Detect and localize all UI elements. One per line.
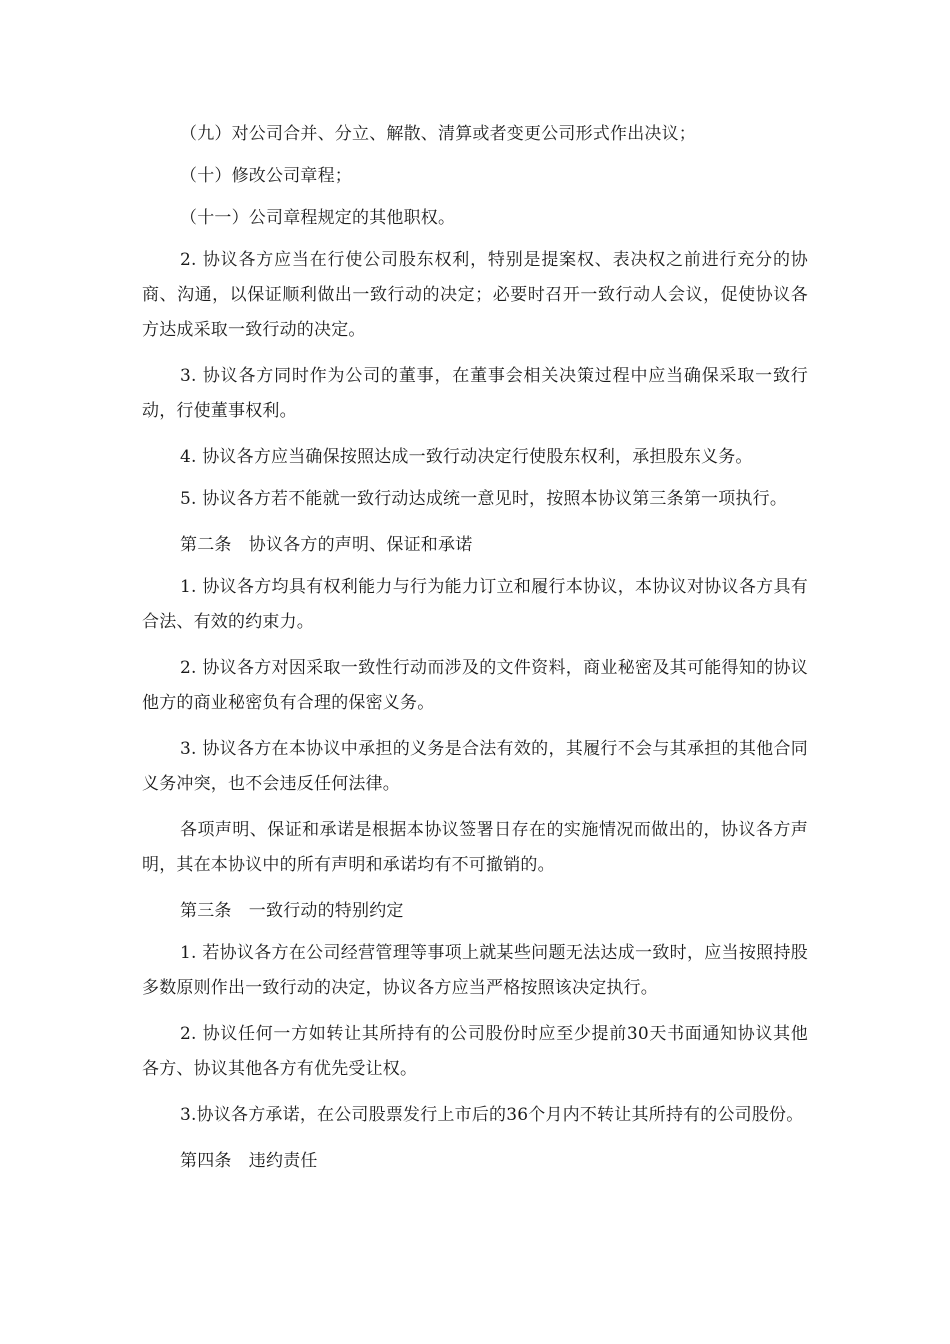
article2-item-3: 3. 协议各方在本协议中承担的义务是合法有效的，其履行不会与其承担的其他合同义务冲突，也不会违反任何法律。: [142, 739, 808, 794]
article3-item-2: 2. 协议任何一方如转让其所持有的公司股份时应至少提前30天书面通知协议其他各方、协议其他各方有优先受让权。: [142, 1024, 808, 1079]
article3-item-1: 1. 若协议各方在公司经营管理等事项上就某些问题无法达成一致时，应当按照持股多数原则作出一致行动的决定，协议各方应当严格按照该决定执行。: [142, 943, 808, 998]
article2-statement: 各项声明、保证和承诺是根据本协议签署日存在的实施情况而做出的，协议各方声明，其在本协议中的所有声明和承诺均有不可撤销的。: [142, 820, 808, 875]
article2-item-2: 2. 协议各方对因采取一致性行动而涉及的文件资料，商业秘密及其可能得知的协议他方的商业秘密负有合理的保密义务。: [142, 658, 808, 713]
article3-item-3: 3.协议各方承诺，在公司股票发行上市后的36个月内不转让其所持有的公司股份。: [180, 1105, 804, 1125]
clause-item-9: （九）对公司合并、分立、解散、清算或者变更公司形式作出决议；: [180, 124, 696, 144]
article1-item-5: 5. 协议各方若不能就一致行动达成统一意见时，按照本协议第三条第一项执行。: [180, 489, 788, 509]
article3-heading: 第三条 一致行动的特别约定: [180, 901, 404, 921]
article2-item-1: 1. 协议各方均具有权利能力与行为能力订立和履行本协议，本协议对协议各方具有合法、有效的约束力。: [142, 577, 808, 632]
article4-heading: 第四条 违约责任: [180, 1151, 318, 1171]
article2-heading: 第二条 协议各方的声明、保证和承诺: [180, 535, 473, 555]
article1-item-4: 4. 协议各方应当确保按照达成一致行动决定行使股东权利，承担股东义务。: [180, 447, 753, 467]
clause-item-11: （十一）公司章程规定的其他职权。: [180, 208, 456, 228]
document-page: [142, 117, 808, 1186]
article1-item-3: 3. 协议各方同时作为公司的董事，在董事会相关决策过程中应当确保采取一致行动，行使董事权利。: [142, 366, 808, 421]
clause-item-10: （十）修改公司章程；: [180, 166, 352, 186]
article1-item-2: 2. 协议各方应当在行使公司股东权利，特别是提案权、表决权之前进行充分的协商、沟通，以保证顺利做出一致行动的决定；必要时召开一致行动人会议，促使协议各方达成采取一致行动的决定。: [142, 250, 808, 340]
